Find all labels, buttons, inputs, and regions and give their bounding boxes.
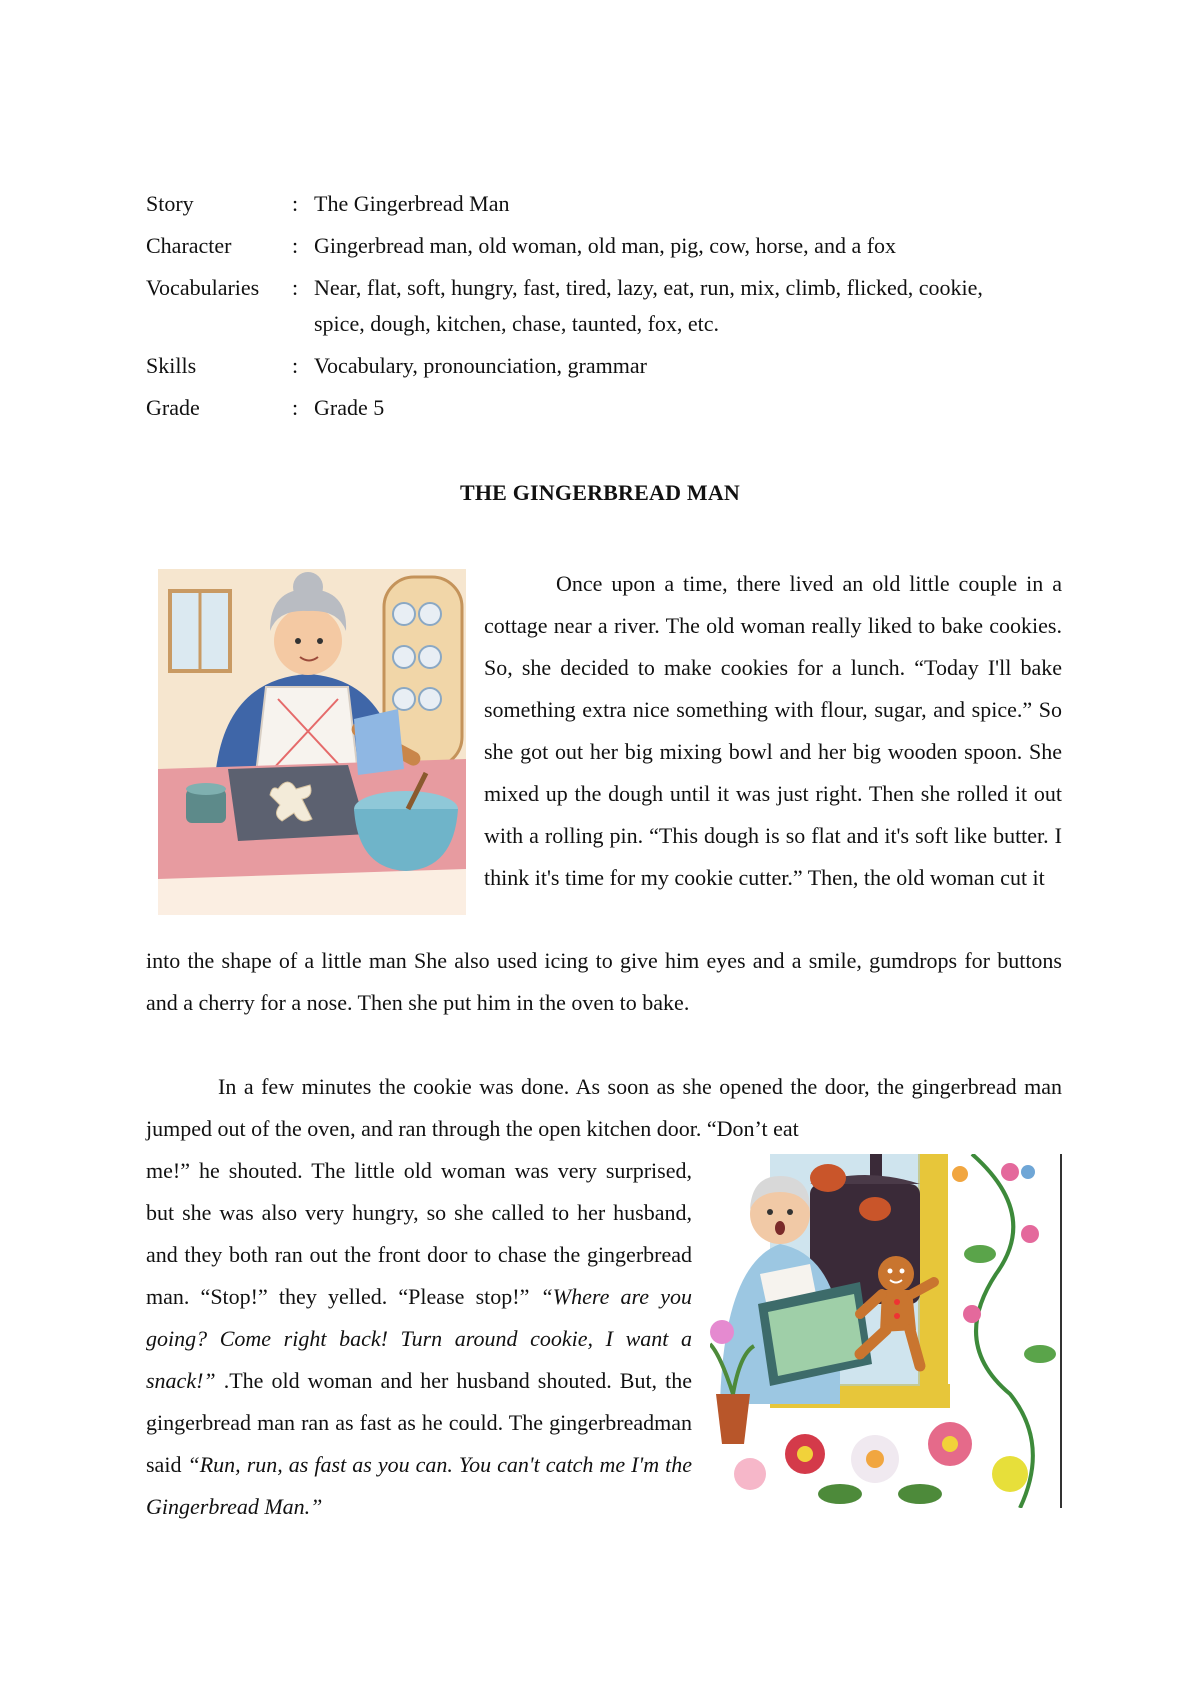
info-label: Vocabularies: [146, 275, 260, 300]
info-row-grade: [146, 387, 1066, 429]
info-label: Grade: [146, 395, 200, 420]
dialogue-quote: “Where are you going? Come right back! Turn around cookie, I want a snack!”: [146, 1284, 692, 1393]
info-label: Story: [146, 191, 194, 216]
story-title: THE GINGERBREAD MAN: [459, 480, 741, 505]
paragraph-text: In a few minutes the cookie was done. As soon as she opened the door, the gingerbread man jumped out of the oven, and ran through the open kitchen door. “Don’t eat: [146, 1074, 1062, 1141]
paragraph-text: Once upon a time, there lived an old little couple in a cottage near a river. The old woman really liked to bake cookies. So, she decided to make cookies for a lunch. “Today I'll bake something extra nice something with flour, sugar, and spice.” So she got out her big mixing bowl and her big wooden spoon. She mixed up the dough until it was just right. Then she rolled it out with a rolling pin. “This dough is so flat and it's soft like butter. I think it's time for my cookie cutter.” Then, the old woman cut it: [484, 571, 1062, 890]
info-separator: :: [292, 191, 299, 216]
info-label: Skills: [146, 353, 197, 378]
info-row-character: [146, 225, 1066, 267]
paragraph-text: into the shape of a little man She also used icing to give him eyes and a smile, gumdrops for buttons and a cherry for a nose. Then she put him in the oven to bake.: [146, 948, 1062, 1015]
info-separator: :: [292, 395, 299, 420]
narration-text: me!” he shouted. The little old woman was very surprised, but she was also very hungry, so she called to her husband, and they both ran out the front door to chase the gingerbread man. “Stop!” they yelled. “Please stop!”: [146, 1158, 692, 1309]
info-separator: :: [292, 275, 299, 300]
paragraph-2-opening: [146, 1066, 1062, 1150]
narration-text: .The old woman and her husband shouted. But, the gingerbread man ran as fast as he could. The gingerbreadman said: [146, 1368, 692, 1477]
info-value: The Gingerbread Man: [314, 191, 510, 216]
paragraph-1-continuation: [146, 940, 1062, 1024]
story-info: [146, 183, 1066, 429]
paragraph-2-beside-image: [146, 1150, 692, 1528]
info-value-continuation: spice, dough, kitchen, chase, taunted, fox, etc.: [314, 311, 720, 336]
info-row-story: [146, 183, 1066, 225]
info-value: Grade 5: [314, 395, 385, 420]
paragraph-1-beside-image: [484, 563, 1062, 899]
paragraph-text: [146, 1150, 692, 1528]
gingerbread-escape-illustration: [710, 1154, 1062, 1508]
info-row-skills: [146, 345, 1066, 387]
dialogue-quote: “Run, run, as fast as you can. You can't catch me I'm the Gingerbread Man.”: [146, 1452, 692, 1519]
info-separator: :: [292, 353, 299, 378]
info-separator: :: [292, 233, 299, 258]
info-value: Near, flat, soft, hungry, fast, tired, lazy, eat, run, mix, climb, flicked, cookie,: [314, 275, 983, 300]
baking-illustration: [158, 569, 466, 915]
info-value: Gingerbread man, old woman, old man, pig, cow, horse, and a fox: [314, 233, 897, 258]
info-value: Vocabulary, pronounciation, grammar: [314, 353, 647, 378]
info-label: Character: [146, 233, 232, 258]
